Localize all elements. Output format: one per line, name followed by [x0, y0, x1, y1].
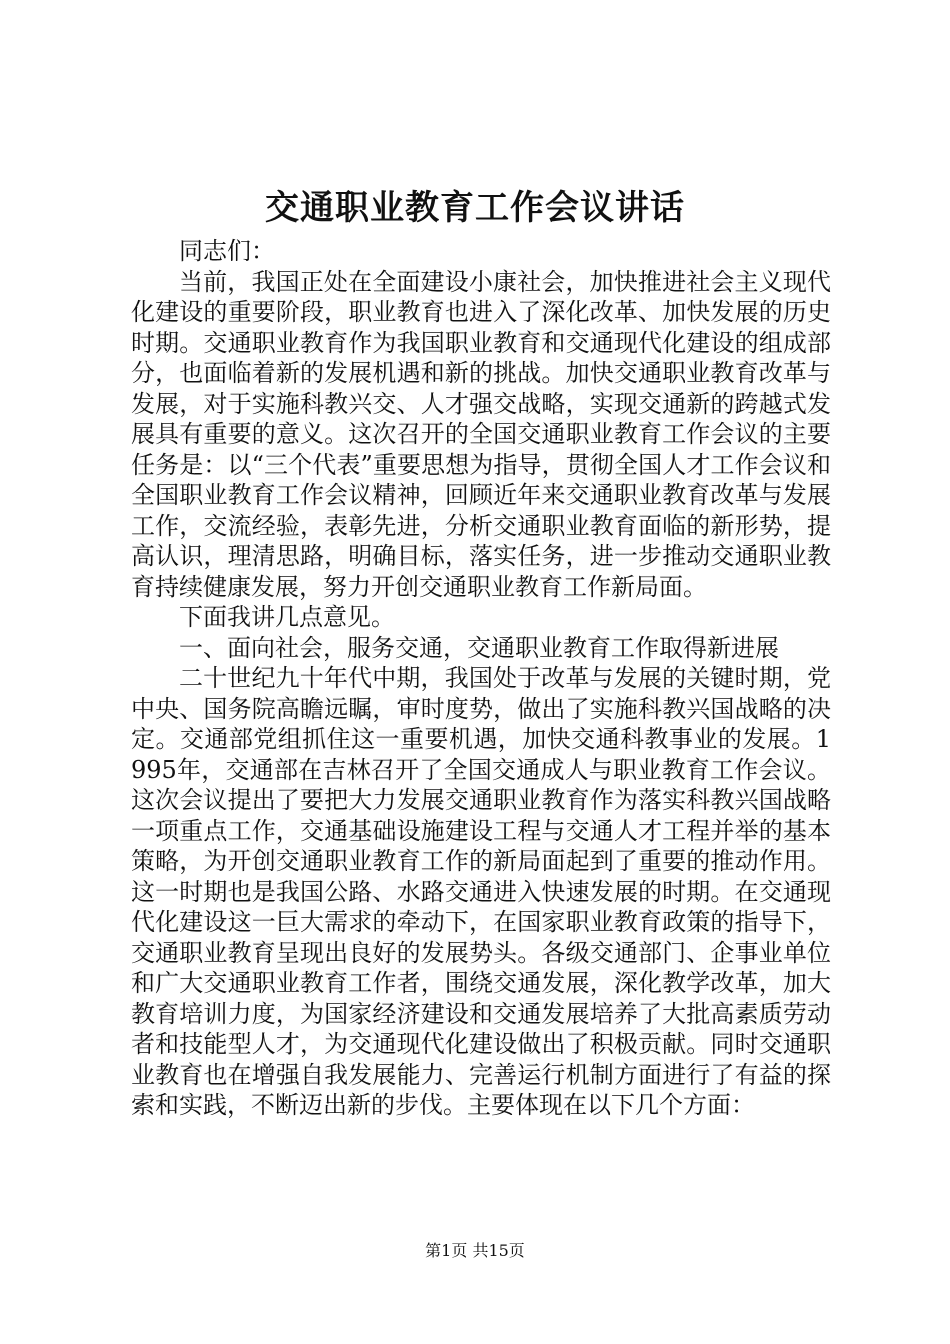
page-number-footer: 第1页 共15页 — [425, 1241, 525, 1260]
section-body-paragraph: 二十世纪九十年代中期，我国处于改革与发展的关键时期，党中央、国务院高瞻远瞩，审时度势，做出了实施科教兴国战略的决定。交通部党组抓住这一重要机遇，加快交通科教事业的发展。1995年，交通部在吉林召开了全国交通成人与职业教育工作会议。这次会议提出了要把大力发展交通职业教育作为落实科教兴国战略一项重点工作，交通基础设施建设工程与交通人才工程并举的基本策略，为开创交通职业教育工作的新局面起到了重要的推动作用。这一时期也是我国公路、水路交通进入快速发展的时期。在交通现代化建设这一巨大需求的牵动下，在国家职业教育政策的指导下，交通职业教育呈现出良好的发展势头。各级交通部门、企事业单位和广大交通职业教育工作者，围绕交通发展，深化教学改革，加大教育培训力度，为国家经济建设和交通发展培养了大批高素质劳动者和技能型人才，为交通现代化建设做出了积极贡献。同时交通职业教育也在增强自我发展能力、完善运行机制方面进行了有益的探索和实践，不断迈出新的步伐。主要体现在以下几个方面： — [131, 664, 831, 1119]
document-title: 交通职业教育工作会议讲话 — [265, 188, 685, 228]
salutation-paragraph: 同志们： — [179, 237, 275, 265]
document-body — [131, 236, 831, 1121]
transition-paragraph: 下面我讲几点意见。 — [179, 603, 395, 631]
section-heading: 一、面向社会，服务交通，交通职业教育工作取得新进展 — [179, 633, 779, 662]
intro-paragraph: 当前，我国正处在全面建设小康社会，加快推进社会主义现代化建设的重要阶段，职业教育也进入了深化改革、加快发展的历史时期。交通职业教育作为我国职业教育和交通现代化建设的组成部分，也面临着新的发展机遇和新的挑战。加快交通职业教育改革与发展，对于实施科教兴交、人才强交战略，实现交通新的跨越式发展具有重要的意义。这次召开的全国交通职业教育工作会议的主要任务是：以“三个代表”重要思想为指导，贯彻全国人才工作会议和全国职业教育工作会议精神，回顾近年来交通职业教育改革与发展工作，交流经验，表彰先进，分析交通职业教育面临的新形势，提高认识，理清思路，明确目标，落实任务，进一步推动交通职业教育持续健康发展，努力开创交通职业教育工作新局面。 — [131, 267, 831, 601]
